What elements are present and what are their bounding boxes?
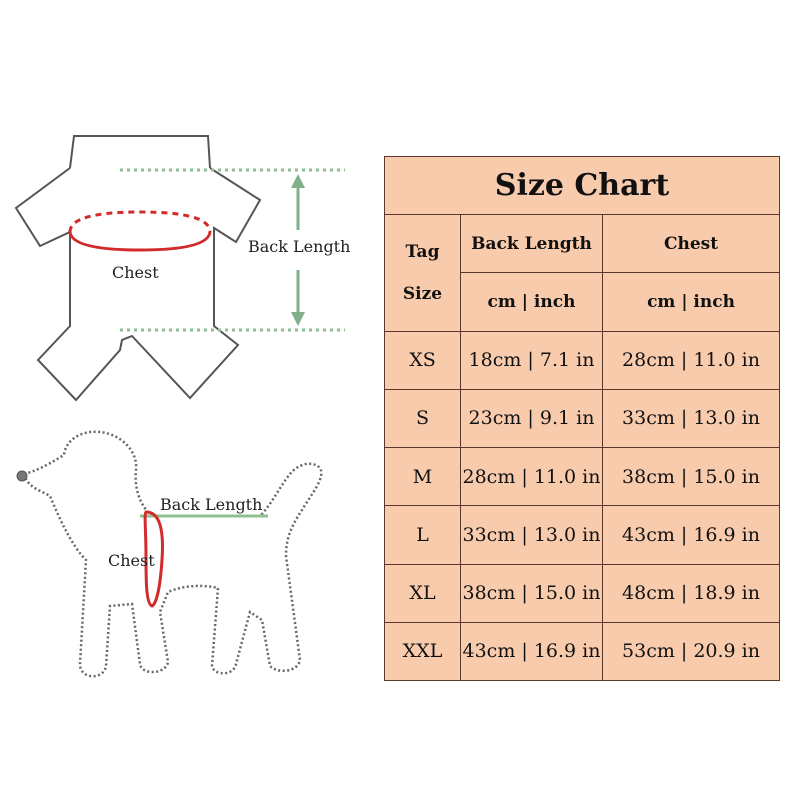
- chest-cell: 38cm | 15.0 in: [603, 448, 780, 506]
- table-row: [385, 448, 780, 506]
- size-label: Size: [402, 283, 443, 304]
- chest-cell: 48cm | 18.9 in: [603, 564, 780, 622]
- tag-label: Tag: [405, 241, 440, 262]
- table-row: [385, 506, 780, 564]
- chest-unit-header: cm | inch: [603, 273, 780, 331]
- measurement-diagram: [0, 0, 380, 800]
- shirt-chest-line: [70, 212, 210, 250]
- table-row: [385, 389, 780, 447]
- table-row: [385, 622, 780, 680]
- back-length-cell: 18cm | 7.1 in: [461, 331, 603, 389]
- size-chart-table: [384, 156, 780, 681]
- dog-chest-label: Chest: [108, 551, 155, 570]
- shirt-chest-label: Chest: [112, 263, 159, 282]
- size-chart-title: Size Chart: [385, 157, 780, 215]
- size-cell: XL: [385, 564, 461, 622]
- shirt-collar: [70, 136, 210, 168]
- back-length-cell: 33cm | 13.0 in: [461, 506, 603, 564]
- tag-size-header: [385, 215, 461, 331]
- dog-nose-icon: [17, 471, 27, 481]
- size-cell: XXL: [385, 622, 461, 680]
- size-cell: XS: [385, 331, 461, 389]
- size-cell: L: [385, 506, 461, 564]
- shirt-back-length-label: Back Length: [248, 237, 351, 256]
- back-length-cell: 43cm | 16.9 in: [461, 622, 603, 680]
- dog-outline: [24, 432, 321, 677]
- chest-cell: 43cm | 16.9 in: [603, 506, 780, 564]
- table-row: [385, 331, 780, 389]
- dog-illustration: [24, 432, 321, 677]
- back-length-cell: 28cm | 11.0 in: [461, 448, 603, 506]
- back-length-cell: 38cm | 15.0 in: [461, 564, 603, 622]
- back-length-unit-header: cm | inch: [461, 273, 603, 331]
- chest-cell: 33cm | 13.0 in: [603, 389, 780, 447]
- table-row: [385, 564, 780, 622]
- back-length-header: Back Length: [461, 215, 603, 273]
- chest-cell: 53cm | 20.9 in: [603, 622, 780, 680]
- chest-header: Chest: [603, 215, 780, 273]
- size-cell: M: [385, 448, 461, 506]
- size-cell: S: [385, 389, 461, 447]
- back-length-cell: 23cm | 9.1 in: [461, 389, 603, 447]
- dog-back-length-label: Back Length: [160, 495, 263, 514]
- chest-cell: 28cm | 11.0 in: [603, 331, 780, 389]
- shirt-outline: [16, 168, 260, 400]
